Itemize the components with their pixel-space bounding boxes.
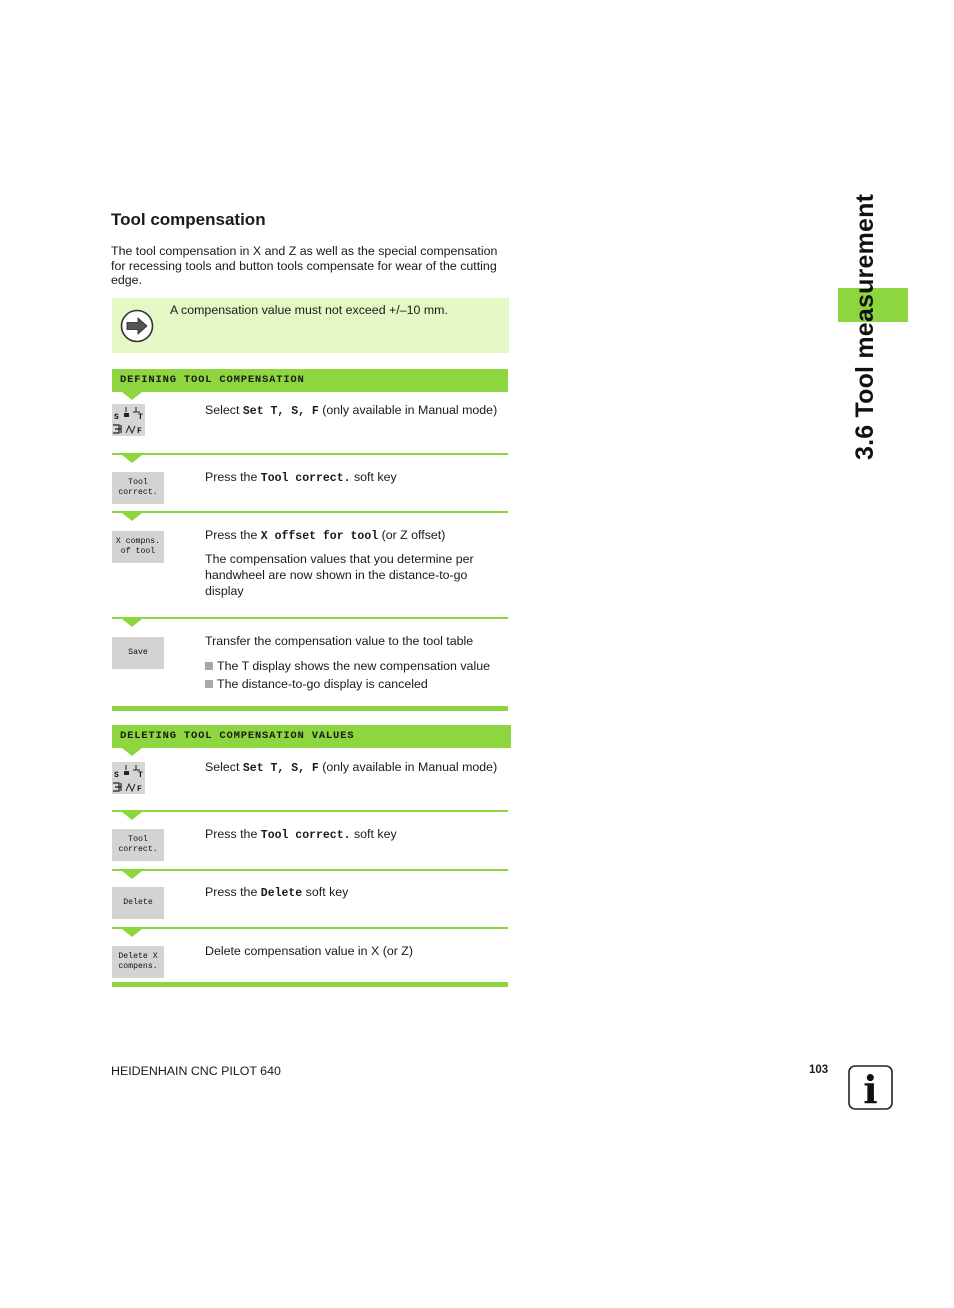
mode-icon-s: S (114, 413, 119, 422)
deleting-step-3-text: Press the Delete soft key (205, 885, 349, 900)
deleting-step-2-text: Press the Tool correct. soft key (205, 827, 397, 842)
step-divider (112, 617, 508, 619)
delete-softkey[interactable]: Delete (112, 887, 164, 919)
page-number: 103 (809, 1064, 829, 1076)
note-text: A compensation value must not exceed +/–10 mm. (170, 303, 448, 317)
info-glyph: i (863, 1067, 878, 1110)
section-end-rule (112, 706, 508, 711)
mode-icon-t: T (138, 771, 143, 780)
mode-icon-f: F (137, 427, 142, 436)
step-arrow (122, 812, 142, 820)
deleting-banner: DELETING TOOL COMPENSATION VALUES (112, 725, 511, 748)
set-tsf-mode-icon[interactable] (112, 404, 145, 436)
tool-correct-softkey[interactable]: Tool correct. (112, 472, 164, 504)
list-item: The distance-to-go display is canceled (205, 676, 428, 692)
defining-step-4-text: Transfer the compensation value to the tool table (205, 634, 474, 648)
bullet-square-icon (205, 680, 213, 688)
section-intro: The tool compensation in X and Z as well as the special compensation for recessing tools and button tools compensate for wear of the cutting edge. (111, 244, 498, 288)
save-softkey[interactable]: Save (112, 637, 164, 669)
step-arrow (122, 619, 142, 627)
deleting-step-4-text: Delete compensation value in X (or Z) (205, 944, 413, 958)
step-arrow (122, 871, 142, 879)
deleting-step-1-text: Select Set T, S, F (only available in Manual mode) (205, 760, 498, 775)
step-divider (112, 927, 508, 929)
step-arrow (122, 929, 142, 937)
section-heading: Tool compensation (111, 210, 266, 229)
defining-step-1-text: Select Set T, S, F (only available in Manual mode) (205, 403, 498, 418)
code-set-tsf: Set T, S, F (242, 762, 319, 775)
code-x-offset: X offset for tool (260, 530, 379, 543)
defining-step-3-extra: The compensation values that you determine per handwheel are now shown in the distance-to-go display (205, 552, 474, 598)
defining-banner: DEFINING TOOL COMPENSATION (112, 369, 508, 392)
x-compensation-softkey[interactable]: X compns. of tool (112, 531, 164, 563)
step-divider (112, 453, 508, 455)
section-end-rule (112, 982, 508, 987)
step-arrow (122, 392, 142, 400)
step-arrow (122, 748, 142, 756)
code-delete: Delete (260, 887, 303, 900)
chapter-title: 3.6 Tool measurement (851, 193, 879, 460)
info-icon (848, 1065, 893, 1110)
defining-step-2-text: Press the Tool correct. soft key (205, 470, 397, 485)
step-divider (112, 810, 508, 812)
mode-icon-f: F (137, 785, 142, 794)
bullet-square-icon (205, 662, 213, 670)
code-tool-correct: Tool correct. (260, 829, 351, 842)
code-tool-correct: Tool correct. (260, 472, 351, 485)
mode-icon-s: S (114, 771, 119, 780)
step-arrow (122, 513, 142, 521)
footer-product: HEIDENHAIN CNC PILOT 640 (111, 1064, 281, 1078)
delete-x-compensation-softkey[interactable]: Delete X compens. (112, 946, 164, 978)
arrow-right-icon (120, 309, 154, 343)
code-set-tsf: Set T, S, F (242, 405, 319, 418)
step-divider (112, 869, 508, 871)
step-arrow (122, 455, 142, 463)
mode-icon-t: T (138, 413, 143, 422)
tool-correct-softkey[interactable]: Tool correct. (112, 829, 164, 861)
list-item: The T display shows the new compensation value (205, 658, 490, 674)
step-divider (112, 511, 508, 513)
set-tsf-mode-icon[interactable] (112, 762, 145, 794)
defining-step-3-text: Press the X offset for tool (or Z offset) (205, 528, 446, 543)
